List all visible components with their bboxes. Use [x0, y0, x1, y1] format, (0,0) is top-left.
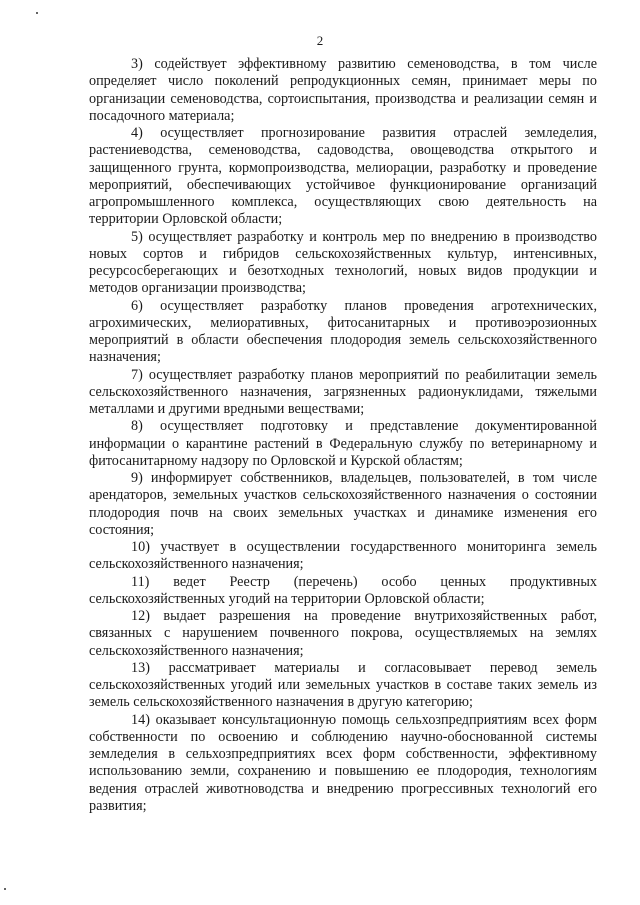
- page-number: 2: [316, 33, 324, 48]
- list-item-4: 4) осуществляет прогнозирование развития отраслей земледелия, растениеводства, семеноводства, садоводства, овощеводства открытого и защищенного грунта, кормопроизводства, мелиорации, разработку и проведение мероприятий, обеспечивающих устойчивое функционирование организаций агропромышленного комплекса, осуществляющих свою деятельность на территории Орловской области;: [89, 125, 597, 228]
- list-item-5: 5) осуществляет разработку и контроль мер по внедрению в производство новых сортов и гибридов сельскохозяйственных культур, интенсивных, ресурсосберегающих и безотходных технологий, новых видов продукции и методов организации производства;: [89, 228, 597, 297]
- document-body: [89, 56, 597, 815]
- list-item-9: 9) информирует собственников, владельцев, пользователей, в том числе арендаторов, земельных участков сельскохозяйственного назначения о состоянии плодородия почв на своих земельных участках и динамике изменения его состояния;: [89, 470, 597, 538]
- scan-speck: [4, 888, 6, 890]
- list-item-14: 14) оказывает консультационную помощь сельхозпредприятиям всех форм собственности по освоению и соблюдению научно-обоснованной системы земледелия в сельхозпредприятиях всех форм собственности, эффективному использованию земли, сохранению и повышению ее плодородия, технологиям ведения отраслей животноводства и внедрению прогрессивных технологий его развития;: [89, 711, 597, 814]
- list-item-10: 10) участвует в осуществлении государственного мониторинга земель сельскохозяйственного назначения;: [89, 539, 597, 573]
- list-item-13: 13) рассматривает материалы и согласовывает перевод земель сельскохозяйственных угодий или земельных участков в составе таких земель из земель сельскохозяйственного назначения в другую категорию;: [89, 659, 597, 711]
- list-item-11: 11) ведет Реестр (перечень) особо ценных продуктивных сельскохозяйственных угодий на территории Орловской области;: [89, 573, 597, 607]
- list-item-6: 6) осуществляет разработку планов проведения агротехнических, агрохимических, мелиоративных, фитосанитарных и противоэрозионных мероприятий в области обеспечения плодородия земель сельскохозяйственного назначения;: [89, 297, 597, 366]
- list-item-12: 12) выдает разрешения на проведение внутрихозяйственных работ, связанных с нарушением почвенного покрова, осуществляемых на землях сельскохозяйственного назначения;: [89, 608, 597, 659]
- list-item-3: 3) содействует эффективному развитию семеноводства, в том числе определяет число поколений репродукционных семян, принимает меры по организации семеноводства, сортоиспытания, производства и реализации семян и посадочного материала;: [89, 56, 597, 124]
- scan-speck: [36, 12, 38, 14]
- list-item-7: 7) осуществляет разработку планов мероприятий по реабилитации земель сельскохозяйственного назначения, загрязненных радионуклидами, тяжелыми металлами и другими вредными веществами;: [89, 366, 597, 417]
- list-item-8: 8) осуществляет подготовку и представление документированной информации о карантине растений в Федеральную службу по ветеринарному и фитосанитарному надзору по Орловской и Курской областям;: [89, 418, 597, 469]
